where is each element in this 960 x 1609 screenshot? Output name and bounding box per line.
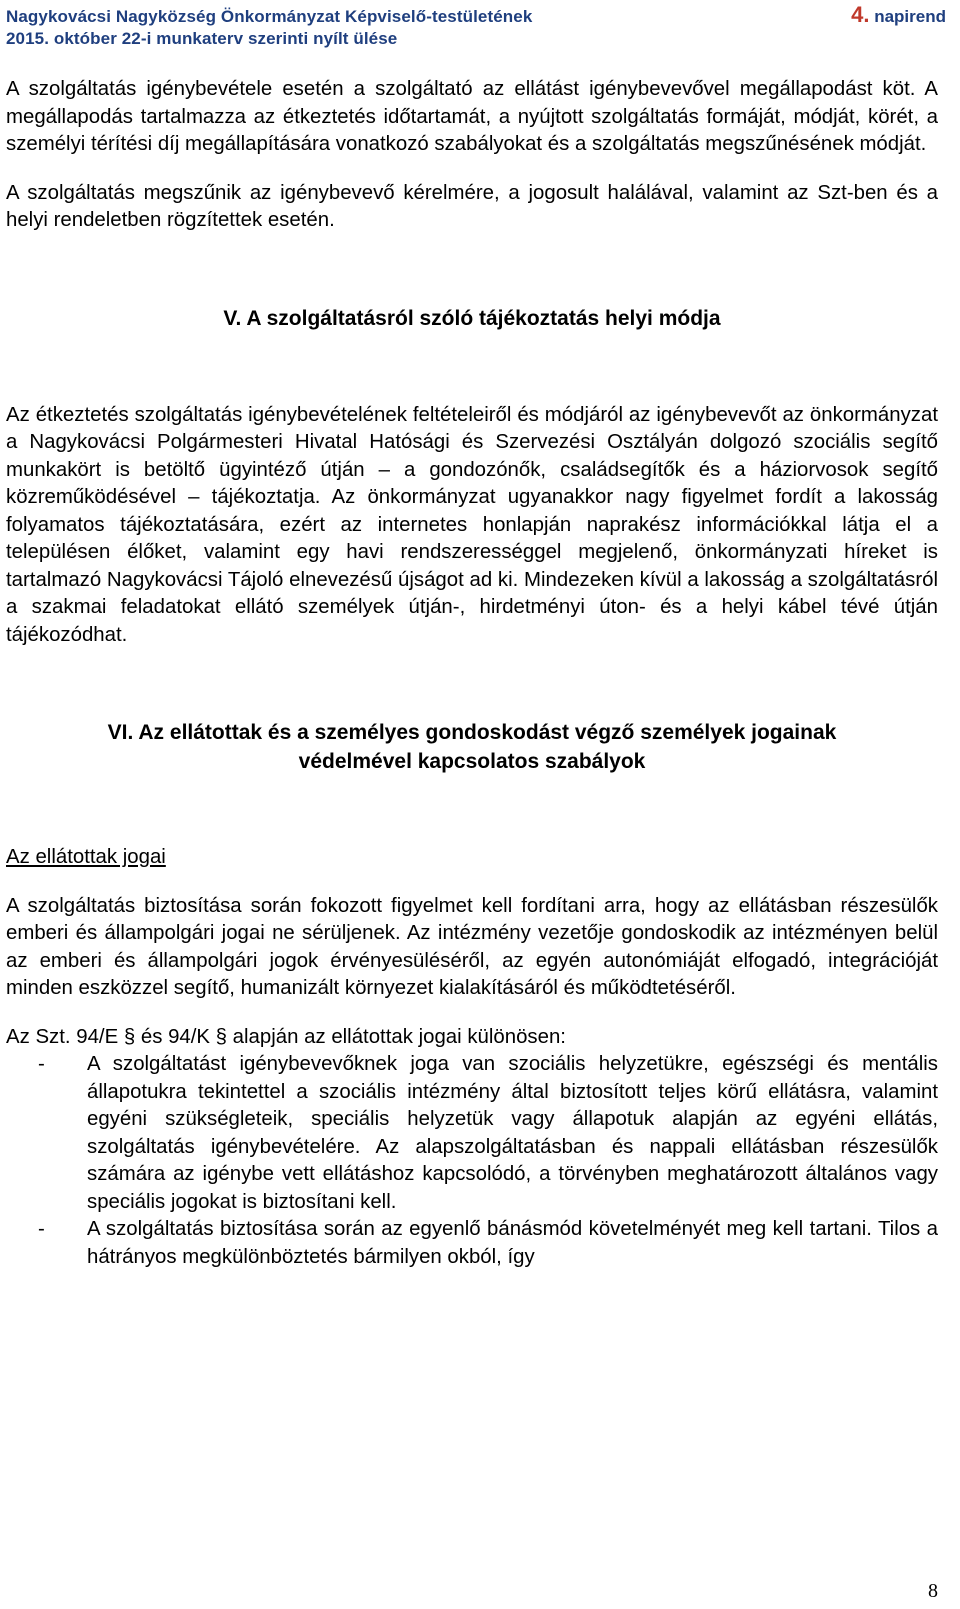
section-vi-title-line2: védelmével kapcsolatos szabályok <box>298 750 646 773</box>
page-number: 8 <box>928 1580 938 1602</box>
document-body <box>6 76 938 1271</box>
rights-list <box>6 1051 938 1271</box>
paragraph-information: Az étkeztetés szolgáltatás igénybevételének feltételeiről és módjáról az igénybevevőt az önkormányzat a Nagykovácsi Polgármesteri Hivatal Hatósági és Szervezési Osztályán dolgozó szociális segítő munkakört is betöltő ügyintéző útján – a gondozónők, családsegítők és a háziorvosok segítő közreműködésével – tájékoztatja. Az önkormányzat ugyanakkor nagy figyelmet fordít a lakosság folyamatos tájékoztatására, ezért az internetes honlapján naprakész információkkal látja el a településen élőket, valamint egy havi rendszerességgel megjelenő, önkormányzati híreket is tartalmazó Nagykovácsi Tájoló elnevezésű újságot ad ki. Mindezeken kívül a lakosság a szolgáltatásról a szakmai feladatokat ellátó személyek útján-, hirdetményi úton- és a helyi kábel tévé útján tájékozódhat. <box>6 403 938 646</box>
header-title: Nagykovácsi Nagyközség Önkormányzat Képviselő-testületének <box>6 7 533 26</box>
list-item: - A szolgáltatást igénybevevőknek joga van szociális helyzetükre, egészségi és mentális állapotukra tekintettel a szociális intézmény által biztosított teljes körű ellátásra, valamint egyéni szükségleteik, speciális helyzetük vagy állapotuk alapján az egyéni ellátás, szolgáltatás igénybevételére. Az alapszolgáltatásban és nappali ellátásban részesülők számára az igénybe vett ellátáshoz kapcsolódó, a törvényben meghatározott általános vagy speciális jogokat is biztosítani kell. <box>6 1051 938 1216</box>
paragraph-rights-protection: A szolgáltatás biztosítása során fokozott figyelmet kell fordítani arra, hogy az ellátásban részesülők emberi és állampolgári jogai ne sérüljenek. Az intézmény vezetője gondoskodik az intézményen belül az emberi és állampolgári jogok érvényesüléséről, az egyén autonómiáját elfogadó, integrációját minden eszközzel segítő, humanizált környezet kialakításáról és működtetéséről. <box>6 894 938 999</box>
paragraph-agreement: A szolgáltatás igénybevétele esetén a szolgáltató az ellátást igénybevevővel megállapodást köt. A megállapodás tartalmazza az étkeztetés időtartamát, a nyújtott szolgáltatás formáját, módját, körét, a személyi térítési díj megállapítására vonatkozó szabályokat és a szolgáltatás megszűnésének módját. <box>6 78 938 155</box>
page-header <box>6 2 946 50</box>
section-vi-title-line1: VI. Az ellátottak és a személyes gondoskodást végző személyek jogainak <box>107 721 837 744</box>
header-subtitle: 2015. október 22-i munkaterv szerinti nyílt ülése <box>6 29 398 48</box>
paragraph-rights-intro: Az Szt. 94/E § és 94/K § alapján az ellátottak jogai különösen: <box>6 1025 566 1048</box>
paragraph-termination: A szolgáltatás megszűnik az igénybevevő kérelmére, a jogosult halálával, valamint az Szt-ben és a helyi rendeletben rögzítettek esetén. <box>6 181 938 231</box>
agenda-marker <box>851 2 946 28</box>
list-item: - A szolgáltatás biztosítása során az egyenlő bánásmód követelményét meg kell tartani. Tilos a hátrányos megkülönböztetés bármilyen okból, így <box>6 1216 938 1271</box>
section-v-title: V. A szolgáltatásról szóló tájékoztatás helyi módja <box>223 306 721 330</box>
agenda-number: 4. <box>851 2 870 27</box>
agenda-label: napirend <box>874 7 946 26</box>
subheading-rights: Az ellátottak jogai <box>6 846 166 868</box>
